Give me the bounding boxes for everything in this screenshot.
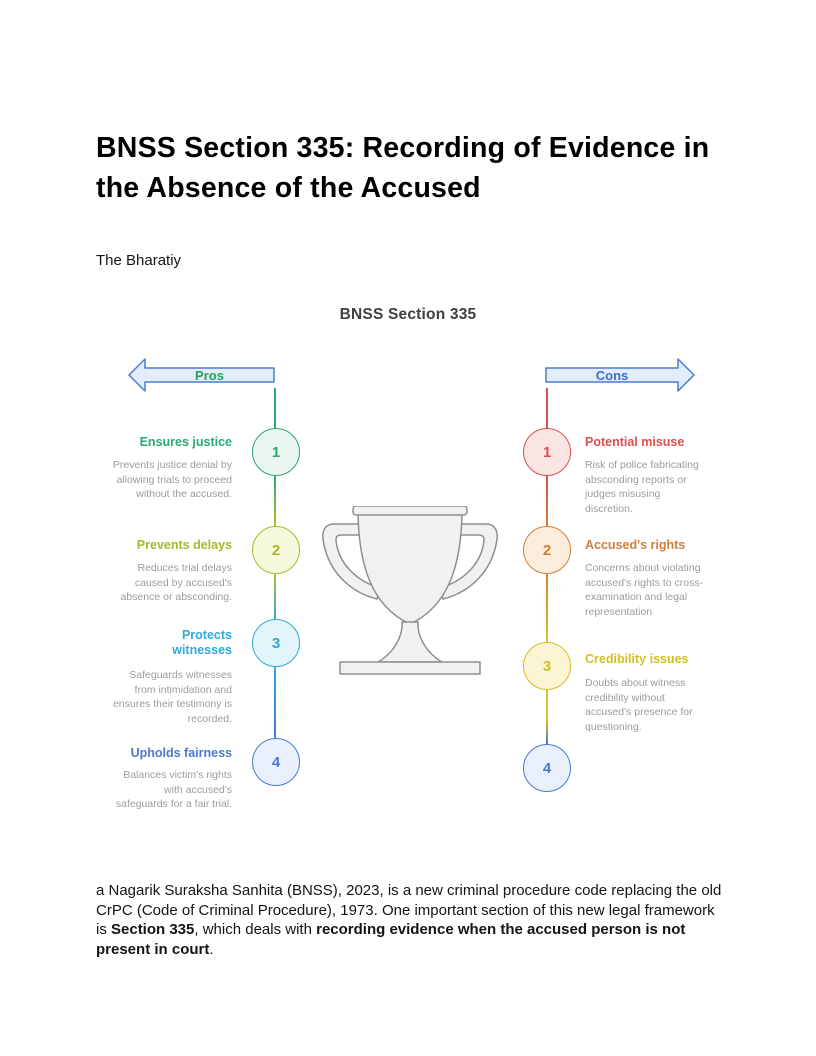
step-number: 1 bbox=[542, 443, 552, 461]
pros-arrow-label: Pros bbox=[195, 367, 224, 383]
step-number: 3 bbox=[271, 634, 281, 652]
pros-step-circle-2 bbox=[252, 526, 300, 574]
pros-item-heading: Prevents delays bbox=[136, 538, 232, 552]
pros-item-heading: Protects witnesses bbox=[172, 628, 232, 657]
step-number: 2 bbox=[542, 541, 552, 559]
pros-item-heading: Upholds fairness bbox=[130, 746, 232, 760]
infographic-title: BNSS Section 335 bbox=[339, 306, 477, 323]
cons-step-circle-3 bbox=[523, 642, 571, 690]
cons-item-heading: Accused's rights bbox=[585, 538, 686, 552]
paragraph-bold-section: Section 335 bbox=[111, 921, 195, 938]
pros-timeline-connector bbox=[274, 388, 276, 428]
step-number: 4 bbox=[542, 759, 552, 777]
cons-item-heading: Potential misuse bbox=[585, 435, 685, 449]
pros-item-description: Balances victim's rights with accused's safeguards for a fair trial. bbox=[115, 769, 232, 810]
pros-step-circle-4 bbox=[252, 738, 300, 786]
pros-step-circle-3 bbox=[252, 619, 300, 667]
paragraph-text: a Nagarik Suraksha Sanhita (BNSS), 2023, is a new criminal procedure code replacing the old CrPC (Code of Criminal Procedure), 1973. One important section of this new legal framework is bbox=[96, 882, 722, 938]
document-title: BNSS Section 335: Recording of Evidence in the Absence of the Accused bbox=[96, 132, 710, 204]
step-number: 3 bbox=[542, 657, 552, 675]
cons-step-circle-4 bbox=[523, 744, 571, 792]
step-number: 4 bbox=[271, 753, 281, 771]
pros-timeline-connector bbox=[274, 476, 276, 526]
step-number: 1 bbox=[271, 443, 281, 461]
cons-item-description: Risk of police fabricating absconding reports or judges misusing discretion. bbox=[585, 459, 699, 515]
cons-timeline-connector bbox=[546, 388, 548, 428]
byline-text: The Bharatiy bbox=[96, 252, 182, 269]
pros-step-circle-1 bbox=[252, 428, 300, 476]
trophy-icon bbox=[320, 506, 500, 682]
footer-paragraph bbox=[96, 881, 724, 959]
cons-item-heading: Credibility issues bbox=[585, 652, 689, 666]
pros-item-description: Safeguards witnesses from intimidation and ensures their testimony is recorded. bbox=[112, 669, 232, 725]
pros-item-description: Prevents justice denial by allowing trials to proceed without the accused. bbox=[112, 459, 232, 500]
cons-step-circle-1 bbox=[523, 428, 571, 476]
paragraph-bold-topic: recording evidence when the accused person is not present in court bbox=[96, 921, 686, 958]
cons-timeline-connector bbox=[546, 690, 548, 744]
pros-arrow bbox=[128, 357, 275, 393]
cons-arrow bbox=[545, 357, 695, 393]
pros-timeline-connector bbox=[274, 667, 276, 738]
cons-item-description: Doubts about witness credibility without accused's presence for questioning. bbox=[585, 677, 693, 733]
cons-arrow-label: Cons bbox=[595, 367, 629, 383]
pros-cons-infographic bbox=[96, 300, 720, 830]
cons-timeline-connector bbox=[546, 476, 548, 526]
cons-item-description: Concerns about violating accused's rights to cross-examination and legal representation bbox=[585, 562, 704, 618]
paragraph-text: , which deals with bbox=[194, 921, 317, 938]
cons-step-circle-2 bbox=[523, 526, 571, 574]
cons-timeline-connector bbox=[546, 574, 548, 642]
pros-item-description: Reduces trial delays caused by accused's absence or absconding. bbox=[120, 562, 232, 603]
paragraph-text: . bbox=[209, 940, 214, 958]
step-number: 2 bbox=[271, 541, 281, 559]
pros-item-heading: Ensures justice bbox=[139, 435, 232, 449]
pros-timeline-connector bbox=[274, 574, 276, 619]
